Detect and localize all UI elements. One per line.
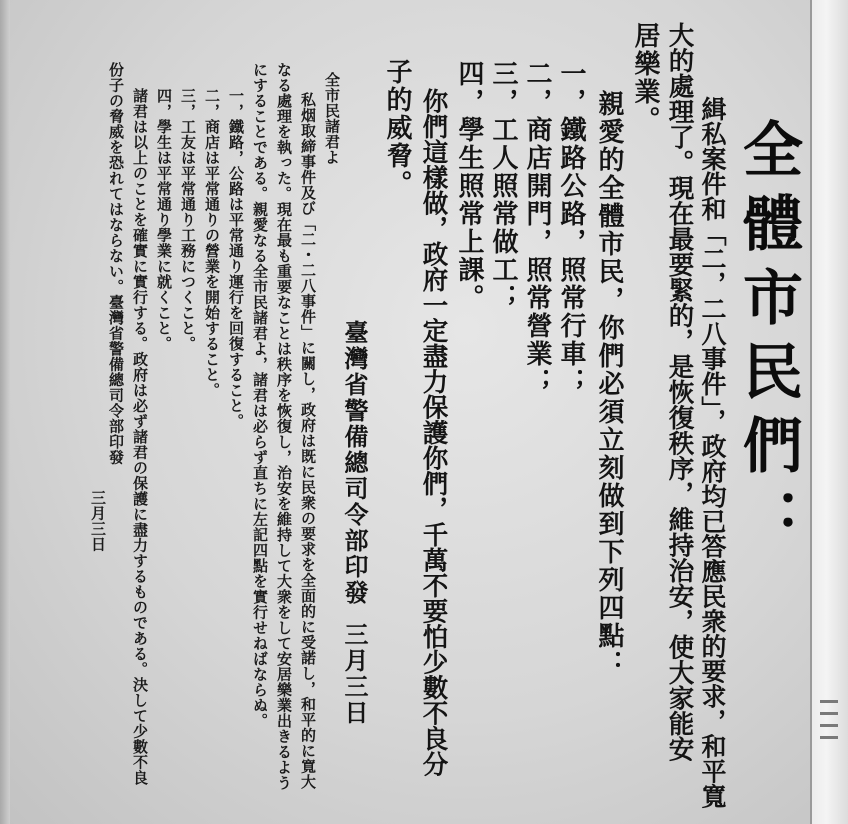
notice-para3-line1: 你們這樣做，政府一定盡力保護你們，千萬不要怕少數不良分: [418, 88, 449, 777]
notice-item2: 二，商店開門，照常營業；: [522, 60, 552, 396]
jp-item3: 三，工友は平常通り工務につくこと。: [179, 88, 197, 352]
notice-para1-line2: 大的處理了。現在最要緊的，是恢復秩序，維持治安，使大家能安: [664, 22, 695, 762]
paper-edge: [810, 0, 848, 824]
jp-line5: 份子の脅威を恐れてはならない。臺灣省警備總司令部印發: [107, 62, 125, 465]
edge-mark: [820, 700, 838, 703]
notice-para3-line2: 子的威脅。: [382, 58, 412, 198]
page-shadow-left: [0, 0, 10, 824]
notice-item3: 三，工人照常做工；: [488, 60, 518, 312]
notice-para2: 親愛的全體市民，你們必須立刻做到下列四點：: [594, 90, 624, 678]
jp-item2: 二，商店は平常通りの營業を開始すること。: [203, 88, 221, 398]
notice-date: 三月三日: [340, 622, 369, 726]
notice-para1-line1: 緝私案件和「二，二八事件」，政府均已答應民衆的要求，和平寬: [698, 96, 727, 809]
jp-date: 三月三日: [89, 490, 107, 552]
jp-heading: 全市民諸君よ: [323, 72, 341, 165]
jp-line2: なる處理を執った。現在最も重要なことは秩序を恢復し，治安を維持して大衆をして安居樂業出きるよう: [275, 62, 293, 791]
jp-item4: 四，學生は平常通り學業に就くこと。: [155, 88, 173, 352]
edge-mark: [820, 712, 838, 715]
edge-mark: [820, 736, 838, 739]
jp-item1: 一，鐵路，公路は平常通り運行を回復すること。: [227, 88, 245, 429]
notice-title: 全體市民們：: [733, 118, 803, 562]
notice-item1: 一，鐵路公路，照常行車；: [556, 60, 586, 396]
edge-mark: [820, 724, 838, 727]
jp-line1: 私烟取締事件及び「二・二八事件」に關し，政府は既に民衆の要求を全面的に受諾し，和平的に寬大: [299, 92, 317, 790]
jp-line3: にすることである。親愛なる全市民諸君よ，諸君は必らず直ちに左記四點を實行せねばならぬ。: [251, 62, 269, 729]
notice-para1-line3: 居樂業。: [630, 22, 660, 134]
jp-line4: 諸君は以上のことを確實に實行する。政府は必ず諸君の保護に盡力するものである。決して少數不良: [131, 88, 149, 786]
notice-signature: 臺灣省警備總司令部印發: [340, 320, 369, 606]
notice-item4: 四，學生照常上課。: [454, 60, 484, 312]
